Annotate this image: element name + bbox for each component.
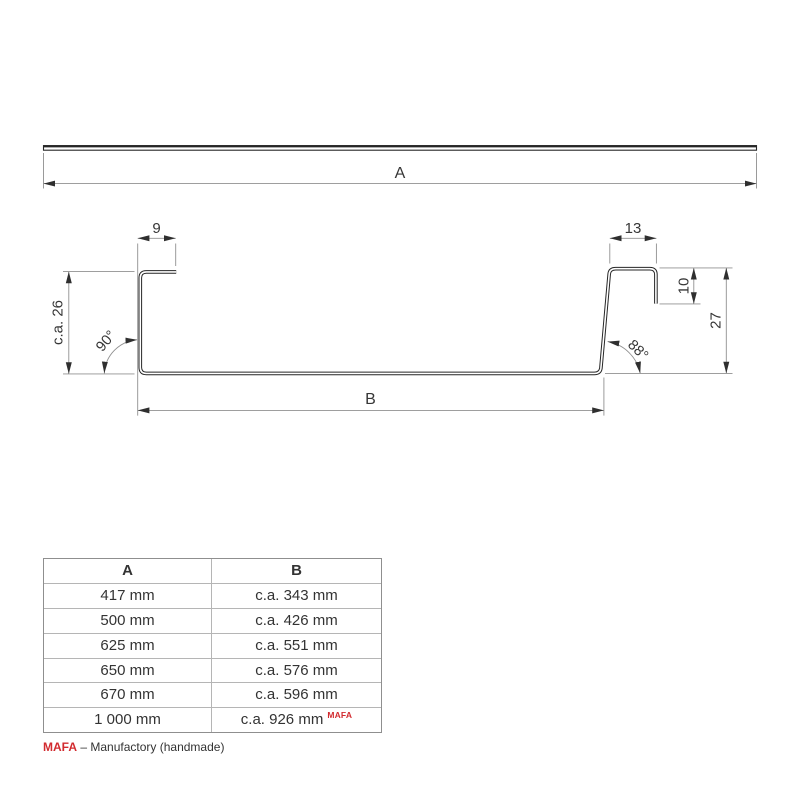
table-cell-a: 500 mm (44, 608, 211, 633)
dimension-left-lip (138, 238, 176, 415)
table-header-b: B (211, 559, 381, 583)
sheet-outline-inner (140, 269, 656, 374)
strip-top-view (44, 146, 757, 151)
angle-left-label: 90° (93, 327, 120, 355)
table-cell-b: c.a. 426 mm (211, 608, 381, 633)
table-header-a: A (122, 562, 133, 579)
dimension-left-height-label: c.a. 26 (49, 299, 67, 346)
table-cell-b-value: c.a. 926 mm (240, 711, 324, 729)
profile-cross-section (140, 269, 656, 374)
table-cell-b (211, 707, 381, 732)
size-table (43, 558, 382, 733)
table-cell-b: c.a. 343 mm (211, 583, 381, 608)
dimension-a-label: A (394, 165, 406, 182)
dimension-right-lip (610, 238, 657, 263)
footnote (43, 740, 224, 754)
mafa-superscript: MAFA (327, 710, 353, 721)
footnote-separator: – (80, 740, 88, 754)
dimension-left-lip-label: 9 (152, 220, 161, 237)
table-cell-b: c.a. 596 mm (211, 682, 381, 707)
table-cell-a: 1 000 mm (44, 707, 211, 732)
dimension-right-lip-height-label: 10 (675, 277, 693, 295)
footnote-text: Manufactory (handmade) (90, 740, 225, 754)
table-cell-b: c.a. 551 mm (211, 633, 381, 658)
sheet-outline-outer (140, 269, 656, 374)
table-cell-b: c.a. 576 mm (211, 658, 381, 683)
table-cell-a: 650 mm (44, 658, 211, 683)
footnote-abbr: MAFA (43, 740, 77, 754)
dimension-b-label: B (365, 391, 376, 408)
table-cell-a: 670 mm (44, 682, 211, 707)
dimension-right-lip-label: 13 (624, 220, 642, 237)
dimension-left-height (63, 272, 135, 374)
angle-right-label: 88° (624, 336, 652, 364)
table-cell-a: 625 mm (44, 633, 211, 658)
dimension-right-height-label: 27 (707, 312, 725, 329)
table-cell-a: 417 mm (44, 583, 211, 608)
